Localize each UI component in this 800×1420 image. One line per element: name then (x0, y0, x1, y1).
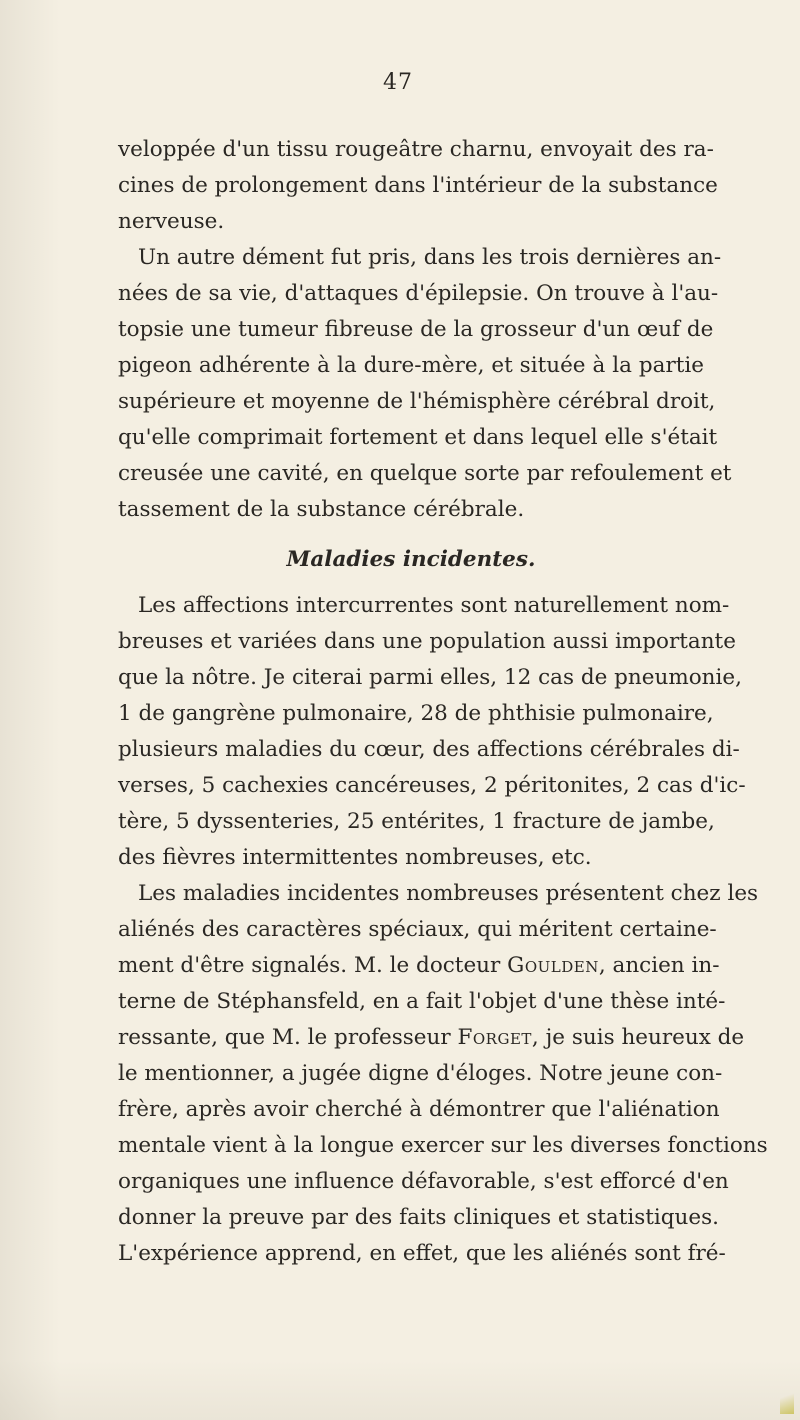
text-line: Un autre dément fut pris, dans les trois dernières an- (138, 245, 722, 270)
text-line (118, 1020, 745, 1056)
text-line: mentale vient à la longue exercer sur les diverses fonctions (118, 1133, 768, 1158)
body-text (118, 132, 768, 1272)
paragraph-3 (118, 588, 746, 876)
text-line: terne de Stéphansfeld, en a fait l'objet d'une thèse inté- (118, 989, 726, 1014)
paragraph-1 (118, 132, 718, 240)
text-line: pigeon adhérente à la dure-mère, et située à la partie (118, 353, 704, 378)
text-line: qu'elle comprimait fortement et dans lequel elle s'était (118, 425, 718, 450)
text-line: plusieurs maladies du cœur, des affections cérébrales di- (118, 737, 740, 762)
text-line: supérieure et moyenne de l'hémisphère cérébral droit, (118, 389, 716, 414)
text-fragment: , ancien in- (598, 953, 720, 978)
text-line: nerveuse. (118, 209, 225, 234)
text-fragment: ment d'être signalés. M. le docteur (118, 953, 508, 978)
text-line: L'expérience apprend, en effet, que les aliénés sont fré- (118, 1241, 726, 1266)
text-line: frère, après avoir cherché à démontrer que l'aliénation (118, 1097, 720, 1122)
text-line (118, 948, 720, 984)
person-name: Goulden (507, 953, 599, 978)
text-line: creusée une cavité, en quelque sorte par refoulement et (118, 461, 732, 486)
text-fragment: , je suis heureux de (531, 1025, 745, 1050)
paragraph-2 (118, 240, 732, 528)
text-line: aliénés des caractères spéciaux, qui méritent certaine- (118, 917, 717, 942)
text-line: 1 de gangrène pulmonaire, 28 de phthisie pulmonaire, (118, 701, 714, 726)
text-line: cines de prolongement dans l'intérieur de la substance (118, 173, 718, 198)
text-line: tassement de la substance cérébrale. (118, 497, 525, 522)
text-line: nées de sa vie, d'attaques d'épilepsie. On trouve à l'au- (118, 281, 719, 306)
text-line: organiques une influence défavorable, s'est efforcé d'en (118, 1169, 729, 1194)
text-fragment: ressante, que M. le professeur (118, 1025, 458, 1050)
text-line: que la nôtre. Je citerai parmi elles, 12 cas de pneumonie, (118, 665, 742, 690)
section-heading: Maladies incidentes. (286, 547, 536, 572)
paragraph-4 (118, 876, 768, 1272)
text-line: Les affections intercurrentes sont naturellement nom- (138, 593, 730, 618)
text-line: des fièvres intermittentes nombreuses, etc. (118, 845, 592, 870)
text-line: Les maladies incidentes nombreuses présentent chez les (138, 881, 759, 906)
text-line: breuses et variées dans une population aussi importante (118, 629, 736, 654)
text-line: donner la preuve par des faits cliniques et statistiques. (118, 1205, 719, 1230)
text-line: tère, 5 dyssenteries, 25 entérites, 1 fracture de jambe, (118, 809, 715, 834)
page-number: 47 (383, 70, 413, 95)
text-line: verses, 5 cachexies cancéreuses, 2 péritonites, 2 cas d'ic- (118, 773, 746, 798)
text-line: le mentionner, a jugée digne d'éloges. Notre jeune con- (118, 1061, 723, 1086)
text-line: topsie une tumeur fibreuse de la grosseur d'un œuf de (118, 317, 714, 342)
person-name: Forget (457, 1025, 532, 1050)
page-corner-stain (780, 1384, 794, 1414)
text-line: veloppée d'un tissu rougeâtre charnu, envoyait des ra- (118, 137, 714, 162)
